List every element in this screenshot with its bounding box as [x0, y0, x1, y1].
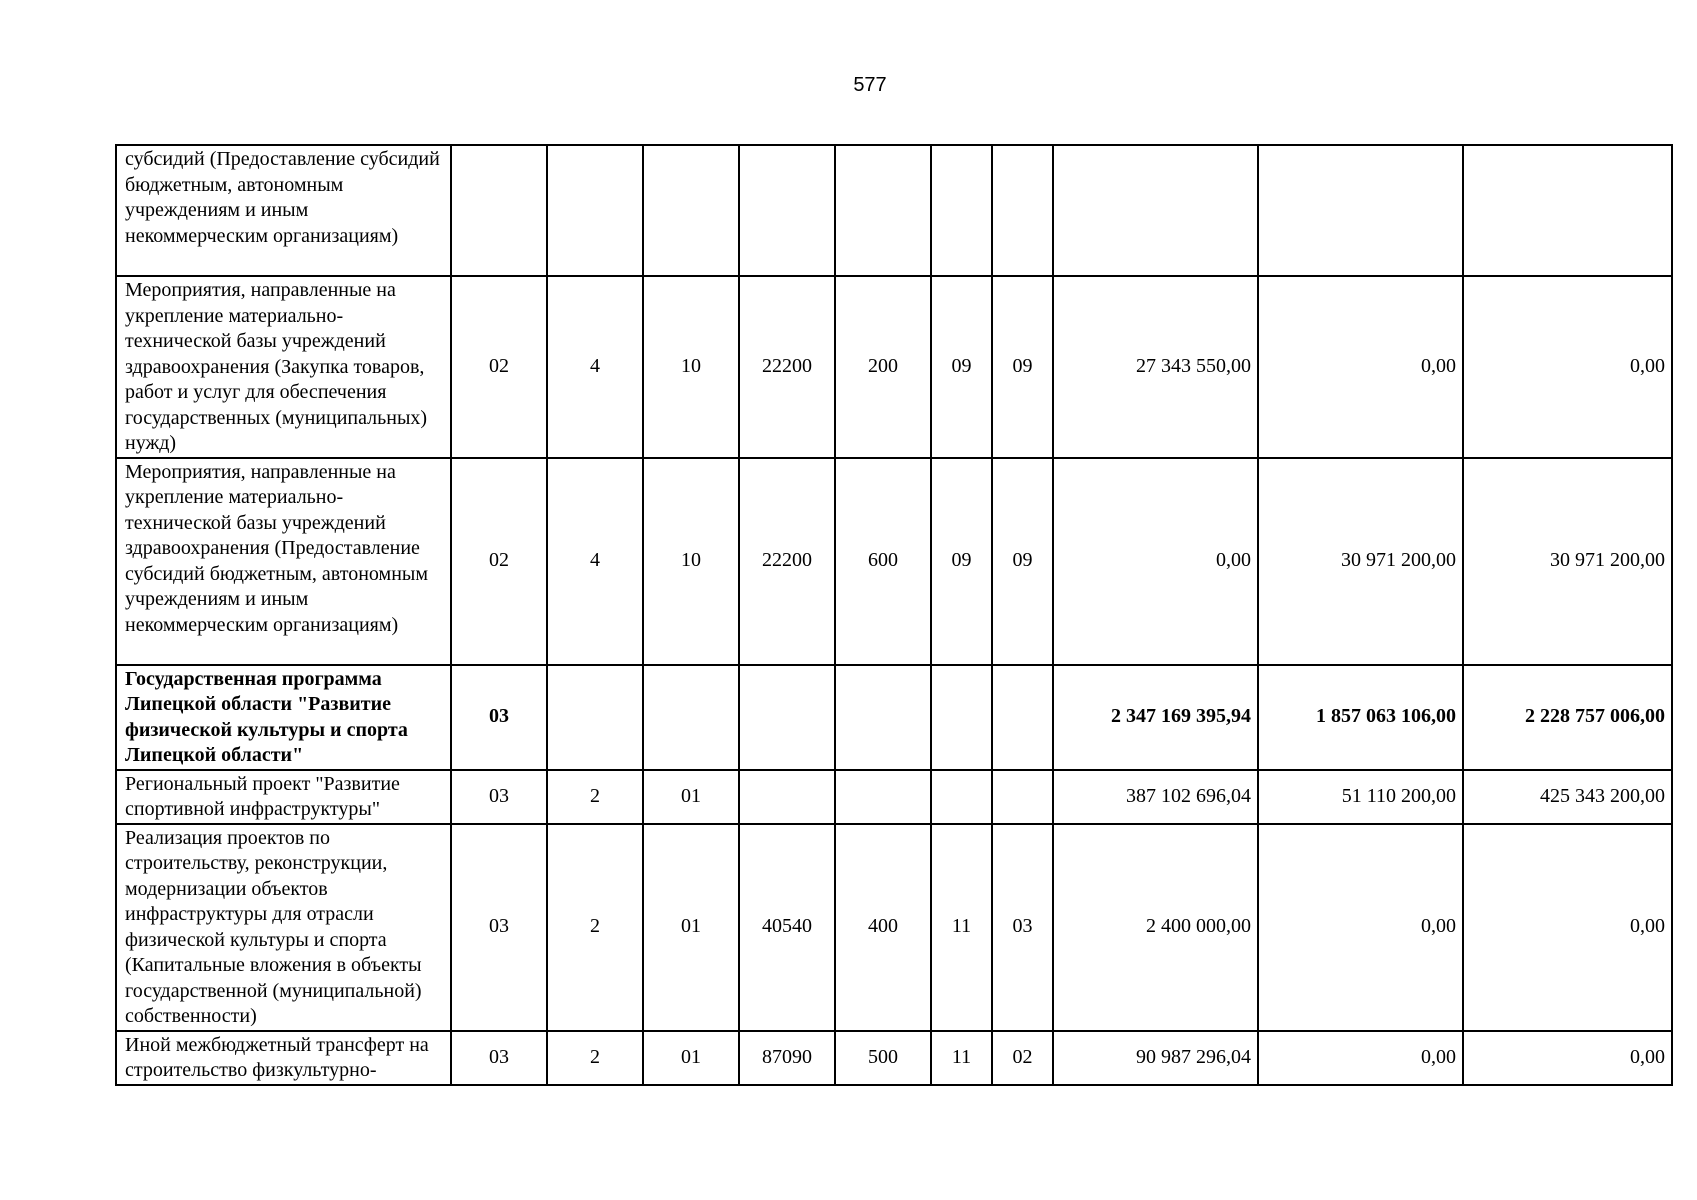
- expense-type-code: [835, 145, 931, 276]
- direction-code: 40540: [739, 824, 835, 1031]
- section-code: 11: [931, 1031, 992, 1085]
- event-code: 10: [643, 458, 739, 665]
- row-name: Реализация проектов по строительству, реконструкции, модернизации объектов инфраструктуры для отрасли физической культуры и спорта (Капитальные вложения в объекты государственной (муниципальной) собственности): [116, 824, 451, 1031]
- subsection-code: 03: [992, 824, 1053, 1031]
- row-name: субсидий (Предоставление субсидий бюджетным, автономным учреждениям и иным некоммерческим организациям): [116, 145, 451, 276]
- row-name: Иной межбюджетный трансферт на строительство физкультурно-: [116, 1031, 451, 1085]
- page-number: 577: [853, 74, 887, 96]
- table-row: [116, 276, 1672, 458]
- program-code: 03: [451, 665, 547, 770]
- row-name: Государственная программа Липецкой области "Развитие физической культуры и спорта Липецкой области": [116, 665, 451, 770]
- expense-type-code: [835, 770, 931, 824]
- event-code: [643, 145, 739, 276]
- amount-year-3: 0,00: [1463, 824, 1672, 1031]
- subsection-code: 09: [992, 458, 1053, 665]
- program-code: 02: [451, 276, 547, 458]
- direction-code: [739, 145, 835, 276]
- expense-type-code: 200: [835, 276, 931, 458]
- table-row: [116, 1031, 1672, 1085]
- amount-year-2: 30 971 200,00: [1258, 458, 1463, 665]
- budget-table: [115, 144, 1673, 1086]
- direction-code: 22200: [739, 458, 835, 665]
- subprogram-code: 2: [547, 770, 643, 824]
- expense-type-code: 500: [835, 1031, 931, 1085]
- table-row: [116, 824, 1672, 1031]
- event-code: [643, 665, 739, 770]
- subsection-code: [992, 770, 1053, 824]
- subprogram-code: [547, 665, 643, 770]
- amount-year-1: [1053, 145, 1258, 276]
- subsection-code: [992, 665, 1053, 770]
- amount-year-1: 387 102 696,04: [1053, 770, 1258, 824]
- expense-type-code: 600: [835, 458, 931, 665]
- section-code: 09: [931, 458, 992, 665]
- amount-year-3: [1463, 145, 1672, 276]
- subsection-code: 02: [992, 1031, 1053, 1085]
- amount-year-1: 0,00: [1053, 458, 1258, 665]
- amount-year-1: 2 400 000,00: [1053, 824, 1258, 1031]
- amount-year-3: 425 343 200,00: [1463, 770, 1672, 824]
- expense-type-code: [835, 665, 931, 770]
- direction-code: [739, 665, 835, 770]
- amount-year-1: 27 343 550,00: [1053, 276, 1258, 458]
- section-code: [931, 145, 992, 276]
- table-row-program-total: [116, 665, 1672, 770]
- subsection-code: 09: [992, 276, 1053, 458]
- subprogram-code: 2: [547, 824, 643, 1031]
- table-row: [116, 458, 1672, 665]
- table-row: [116, 770, 1672, 824]
- subprogram-code: 4: [547, 458, 643, 665]
- amount-year-2: 0,00: [1258, 276, 1463, 458]
- amount-year-1: 90 987 296,04: [1053, 1031, 1258, 1085]
- amount-year-2: 0,00: [1258, 1031, 1463, 1085]
- direction-code: 87090: [739, 1031, 835, 1085]
- amount-year-2: [1258, 145, 1463, 276]
- amount-year-1: 2 347 169 395,94: [1053, 665, 1258, 770]
- section-code: 11: [931, 824, 992, 1031]
- direction-code: [739, 770, 835, 824]
- subsection-code: [992, 145, 1053, 276]
- program-code: [451, 145, 547, 276]
- amount-year-2: 1 857 063 106,00: [1258, 665, 1463, 770]
- amount-year-3: 0,00: [1463, 276, 1672, 458]
- section-code: 09: [931, 276, 992, 458]
- expense-type-code: 400: [835, 824, 931, 1031]
- amount-year-3: 2 228 757 006,00: [1463, 665, 1672, 770]
- program-code: 02: [451, 458, 547, 665]
- row-name: Региональный проект "Развитие спортивной инфраструктуры": [116, 770, 451, 824]
- event-code: 01: [643, 1031, 739, 1085]
- row-name: Мероприятия, направленные на укрепление материально-технической базы учреждений здравоохранения (Предоставление субсидий бюджетным, автономным учреждениям и иным некоммерческим организациям): [116, 458, 451, 665]
- program-code: 03: [451, 824, 547, 1031]
- amount-year-3: 30 971 200,00: [1463, 458, 1672, 665]
- program-code: 03: [451, 1031, 547, 1085]
- direction-code: 22200: [739, 276, 835, 458]
- subprogram-code: [547, 145, 643, 276]
- subprogram-code: 2: [547, 1031, 643, 1085]
- table-row: [116, 145, 1672, 276]
- section-code: [931, 665, 992, 770]
- subprogram-code: 4: [547, 276, 643, 458]
- amount-year-2: 51 110 200,00: [1258, 770, 1463, 824]
- event-code: 01: [643, 824, 739, 1031]
- amount-year-2: 0,00: [1258, 824, 1463, 1031]
- amount-year-3: 0,00: [1463, 1031, 1672, 1085]
- program-code: 03: [451, 770, 547, 824]
- row-name: Мероприятия, направленные на укрепление материально-технической базы учреждений здравоохранения (Закупка товаров, работ и услуг для обеспечения государственных (муниципальных) нужд): [116, 276, 451, 458]
- event-code: 01: [643, 770, 739, 824]
- section-code: [931, 770, 992, 824]
- event-code: 10: [643, 276, 739, 458]
